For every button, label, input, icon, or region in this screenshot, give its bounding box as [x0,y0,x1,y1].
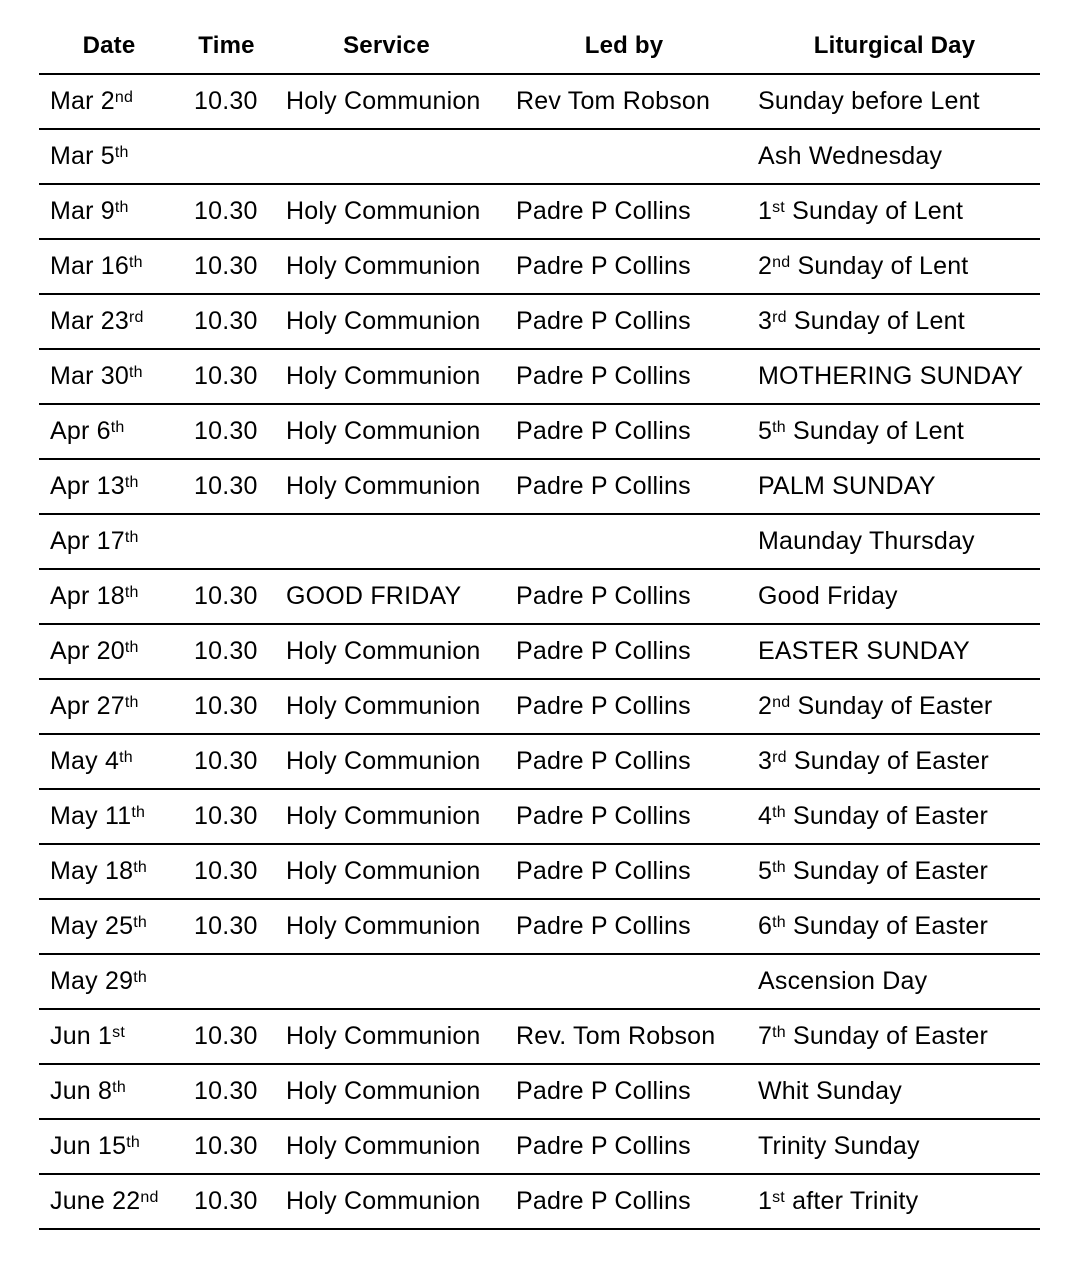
date-cell: Mar 9 $^{th}$ [50,197,129,225]
date-text: Jun 1 [50,1022,113,1050]
liturgical-day-cell [758,350,1023,403]
liturgical-day-cell: 2 $^{nd}$ Sunday of Easter [758,692,993,720]
liturgical-day-cell: 6 $^{th}$ Sunday of Easter [758,912,988,940]
header-date: Date [82,31,136,59]
led-by-cell: Padre P Collins [516,1132,691,1160]
date-cell: Mar 5 $^{th}$ [50,142,129,170]
date-cell: May 11 $^{th}$ [50,802,146,830]
date-text: June 22 [50,1187,141,1215]
header-service: Service [343,31,430,59]
liturgical-day-cell: 3 $^{rd}$ Sunday of Easter [758,747,989,775]
date-cell: May 25 $^{th}$ [50,912,147,940]
time-cell: 10.30 [194,252,258,280]
table-row [39,75,1040,130]
led-by-cell: Padre P Collins [516,637,691,665]
table-row [39,130,1040,185]
time-cell: 10.30 [194,692,258,720]
table-row [39,515,1040,570]
liturgical-day-number: 5 [758,857,773,885]
service-cell: GOOD FRIDAY [286,582,462,610]
service-cell: Holy Communion [286,912,481,940]
time-cell: 10.30 [194,1077,258,1105]
liturgical-day-text: after Trinity [784,1187,919,1215]
service-cell: Holy Communion [286,857,481,885]
service-cell: Holy Communion [286,472,481,500]
time-cell: 10.30 [194,472,258,500]
date-text: May 11 [50,802,132,830]
liturgical-day-number: 1 [758,1187,773,1215]
liturgical-day-text: Sunday of Lent [786,307,965,335]
table-body [39,75,1040,1230]
date-cell: Apr 27 $^{th}$ [50,692,139,720]
led-by-cell: Padre P Collins [516,417,691,445]
led-by-cell: Padre P Collins [516,472,691,500]
table-row [39,900,1040,955]
liturgical-day-cell: 3 $^{rd}$ Sunday of Lent [758,307,965,335]
date-text: Apr 17 [50,527,125,555]
liturgical-day-text: Sunday of Lent [784,197,964,225]
table-row [39,1175,1040,1230]
liturgical-day-cell: 2 $^{nd}$ Sunday of Lent [758,252,969,280]
liturgical-day-text: EASTER SUNDAY [758,637,970,665]
liturgical-day-number: 3 [758,747,773,775]
time-cell: 10.30 [194,582,258,610]
liturgical-day-text: MOTHERING SUNDAY [758,362,1024,390]
liturgical-day-text: Sunday before Lent [758,87,980,115]
liturgical-day-number: 7 [758,1022,773,1050]
service-cell: Holy Communion [286,87,481,115]
table-row [39,735,1040,790]
liturgical-day-cell [758,1120,920,1173]
liturgical-day-cell: 4 $^{th}$ Sunday of Easter [758,802,988,830]
date-text: Mar 23 [50,307,130,335]
liturgical-day-text: Ascension Day [758,967,928,995]
header-time: Time [198,31,255,59]
table-row [39,405,1040,460]
liturgical-day-text: Whit Sunday [758,1077,902,1105]
liturgical-day-cell [758,130,942,183]
date-cell: May 18 $^{th}$ [50,857,147,885]
liturgical-day-text: Ash Wednesday [758,142,943,170]
date-text: May 4 [50,747,120,775]
liturgical-day-text: Sunday of Easter [785,1022,988,1050]
liturgical-day-cell [758,515,975,568]
liturgical-day-cell [758,570,898,623]
date-text: Jun 8 [50,1077,113,1105]
liturgical-day-cell: 5 $^{th}$ Sunday of Lent [758,417,964,445]
led-by-cell: Padre P Collins [516,747,691,775]
liturgical-day-text: Sunday of Lent [790,252,969,280]
led-by-cell: Padre P Collins [516,362,691,390]
time-cell: 10.30 [194,637,258,665]
date-text: Mar 5 [50,142,115,170]
time-cell: 10.30 [194,747,258,775]
date-text: Apr 20 [50,637,125,665]
date-cell: Apr 17 $^{th}$ [50,527,139,555]
date-text: Mar 16 [50,252,130,280]
date-cell: Mar 23 $^{rd}$ [50,307,144,335]
liturgical-day-text: Sunday of Easter [785,802,988,830]
led-by-cell: Padre P Collins [516,1187,691,1215]
service-cell: Holy Communion [286,307,481,335]
liturgical-day-number: 5 [758,417,773,445]
time-cell: 10.30 [194,362,258,390]
liturgical-day-number: 2 [758,252,773,280]
led-by-cell: Padre P Collins [516,912,691,940]
table-row [39,625,1040,680]
date-text: Mar 30 [50,362,130,390]
service-cell: Holy Communion [286,1187,481,1215]
liturgical-day-text: Sunday of Easter [786,747,989,775]
header-led-by: Led by [584,31,664,59]
date-cell: Jun 1 $^{st}$ [50,1022,126,1050]
service-cell: Holy Communion [286,1077,481,1105]
date-text: Apr 6 [50,417,111,445]
led-by-cell: Padre P Collins [516,1077,691,1105]
table-header-row [39,18,1040,75]
date-text: Mar 9 [50,197,115,225]
liturgical-day-text: Sunday of Lent [785,417,964,445]
time-cell: 10.30 [194,912,258,940]
liturgical-day-cell [758,460,936,513]
led-by-cell: Padre P Collins [516,582,691,610]
liturgical-day-text: Sunday of Easter [785,857,988,885]
service-cell: Holy Communion [286,1132,481,1160]
date-cell: Jun 15 $^{th}$ [50,1132,141,1160]
liturgical-day-text: PALM SUNDAY [758,472,936,500]
liturgical-day-text: Good Friday [758,582,898,610]
table-row [39,845,1040,900]
table-row [39,185,1040,240]
liturgical-day-text: Trinity Sunday [758,1132,920,1160]
service-cell: Holy Communion [286,197,481,225]
date-text: May 29 [50,967,134,995]
time-cell: 10.30 [194,857,258,885]
service-cell: Holy Communion [286,252,481,280]
date-cell: Mar 30 $^{th}$ [50,362,143,390]
liturgical-day-number: 6 [758,912,773,940]
liturgical-day-number: 2 [758,692,773,720]
date-cell: May 4 $^{th}$ [50,747,133,775]
liturgical-day-number: 3 [758,307,773,335]
liturgical-day-cell: 1 $^{st}$ after Trinity [758,1187,919,1215]
liturgical-day-cell: 7 $^{th}$ Sunday of Easter [758,1022,988,1050]
time-cell: 10.30 [194,802,258,830]
table-row [39,1010,1040,1065]
liturgical-day-text: Sunday of Easter [790,692,993,720]
liturgical-day-number: 1 [758,197,773,225]
time-cell: 10.30 [194,1187,258,1215]
led-by-cell: Padre P Collins [516,802,691,830]
liturgical-day-cell [758,625,970,678]
liturgical-day-cell [758,75,980,128]
date-cell: Apr 6 $^{th}$ [50,417,125,445]
time-cell: 10.30 [194,417,258,445]
table-row [39,955,1040,1010]
liturgical-day-number: 4 [758,802,773,830]
time-cell: 10.30 [194,1022,258,1050]
date-text: Mar 2 [50,87,115,115]
table-row [39,790,1040,845]
date-cell: Jun 8 $^{th}$ [50,1077,126,1105]
header-liturgical-day: Liturgical Day [813,31,976,59]
service-cell: Holy Communion [286,417,481,445]
led-by-cell: Padre P Collins [516,252,691,280]
table-row [39,1065,1040,1120]
table-row [39,680,1040,735]
led-by-cell: Padre P Collins [516,857,691,885]
date-cell: Apr 20 $^{th}$ [50,637,139,665]
liturgical-day-cell [758,955,927,1008]
liturgical-day-cell: 1 $^{st}$ Sunday of Lent [758,197,964,225]
liturgical-day-cell: 5 $^{th}$ Sunday of Easter [758,857,988,885]
table-row [39,570,1040,625]
service-cell: Holy Communion [286,802,481,830]
time-cell: 10.30 [194,1132,258,1160]
table-row [39,295,1040,350]
date-cell: June 22 $^{nd}$ [50,1187,159,1215]
liturgical-day-cell [758,1065,902,1118]
date-text: May 25 [50,912,134,940]
service-schedule-table [39,18,1040,1230]
date-cell: May 29 $^{th}$ [50,967,147,995]
date-cell: Apr 13 $^{th}$ [50,472,139,500]
date-text: Apr 27 [50,692,125,720]
led-by-cell: Padre P Collins [516,197,691,225]
time-cell: 10.30 [194,307,258,335]
led-by-cell: Rev. Tom Robson [516,1022,716,1050]
service-cell: Holy Communion [286,362,481,390]
date-text: Apr 18 [50,582,125,610]
time-cell: 10.30 [194,87,258,115]
service-cell: Holy Communion [286,747,481,775]
date-text: Apr 13 [50,472,125,500]
service-cell: Holy Communion [286,692,481,720]
led-by-cell: Rev Tom Robson [516,87,711,115]
date-text: Jun 15 [50,1132,127,1160]
liturgical-day-text: Sunday of Easter [785,912,988,940]
table-row [39,460,1040,515]
led-by-cell: Padre P Collins [516,307,691,335]
led-by-cell: Padre P Collins [516,692,691,720]
liturgical-day-text: Maunday Thursday [758,527,975,555]
date-cell: Mar 16 $^{th}$ [50,252,143,280]
table-row [39,350,1040,405]
table-row [39,1120,1040,1175]
service-cell: Holy Communion [286,1022,481,1050]
table-row [39,240,1040,295]
time-cell: 10.30 [194,197,258,225]
date-text: May 18 [50,857,134,885]
date-cell: Apr 18 $^{th}$ [50,582,139,610]
date-cell: Mar 2 $^{nd}$ [50,87,134,115]
service-cell: Holy Communion [286,637,481,665]
